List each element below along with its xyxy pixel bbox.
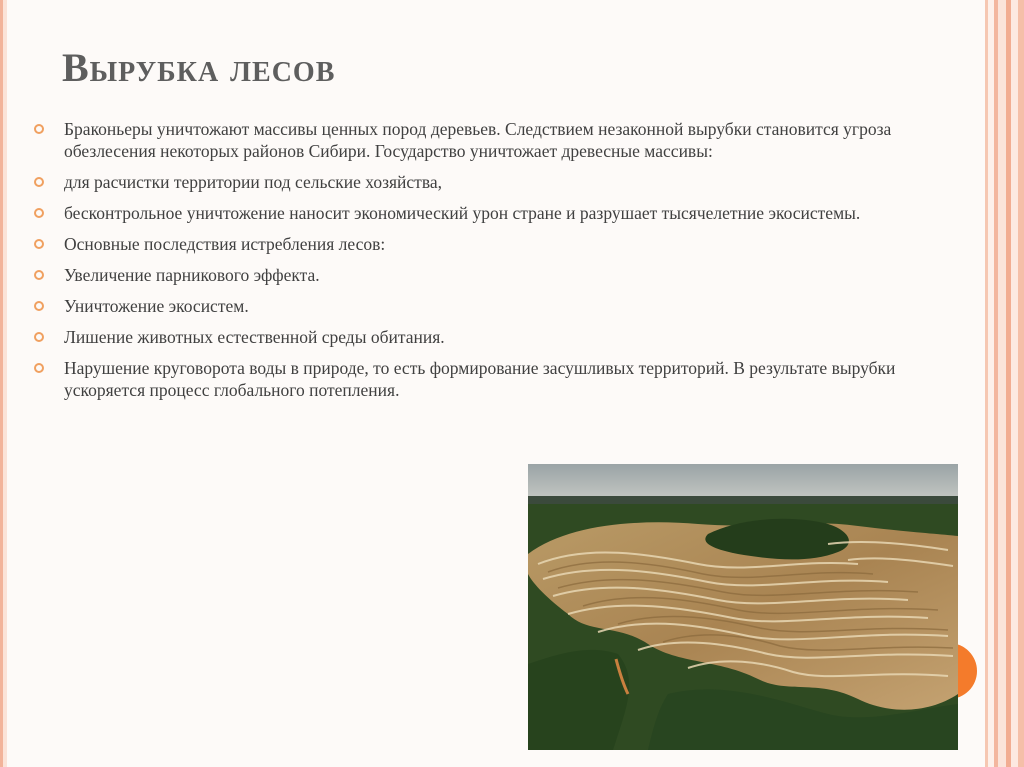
circle-bullet-icon xyxy=(34,270,44,280)
left-decorative-stripe xyxy=(0,0,7,767)
circle-bullet-icon xyxy=(34,208,44,218)
circle-bullet-icon xyxy=(34,363,44,373)
circle-bullet-icon xyxy=(34,332,44,342)
bullet-item xyxy=(34,118,954,162)
bullet-item xyxy=(34,233,954,255)
bullet-item xyxy=(34,264,954,286)
circle-bullet-icon xyxy=(34,301,44,311)
bullet-item xyxy=(34,326,954,348)
bullet-text: Уничтожение экосистем. xyxy=(64,296,249,316)
bullet-text: Увеличение парникового эффекта. xyxy=(64,265,320,285)
bullet-text: для расчистки территории под сельские хозяйства, xyxy=(64,172,443,192)
deforestation-photo xyxy=(528,464,958,750)
bullet-text: бесконтрольное уничтожение наносит экономический урон стране и разрушает тысячелетние экосистемы. xyxy=(64,203,861,223)
bullet-text: Лишение животных естественной среды обитания. xyxy=(64,327,445,347)
circle-bullet-icon xyxy=(34,177,44,187)
circle-bullet-icon xyxy=(34,239,44,249)
slide-title: Вырубка лесов xyxy=(62,45,336,90)
bullet-item xyxy=(34,295,954,317)
bullet-text: Нарушение круговорота воды в природе, то есть формирование засушливых территорий. В результате вырубки ускоряется процесс глобального потепления. xyxy=(64,358,896,400)
bullet-item xyxy=(34,202,954,224)
bullet-text: Основные последствия истребления лесов: xyxy=(64,234,386,254)
circle-bullet-icon xyxy=(34,124,44,134)
bullet-item xyxy=(34,357,954,401)
bullet-text: Браконьеры уничтожают массивы ценных пород деревьев. Следствием незаконной вырубки становится угроза обезлесения некоторых районов Сибири. Государство уничтожает древесные массивы: xyxy=(64,119,892,161)
right-decorative-stripes xyxy=(980,0,1024,767)
bullet-list xyxy=(34,118,954,410)
bullet-item xyxy=(34,171,954,193)
